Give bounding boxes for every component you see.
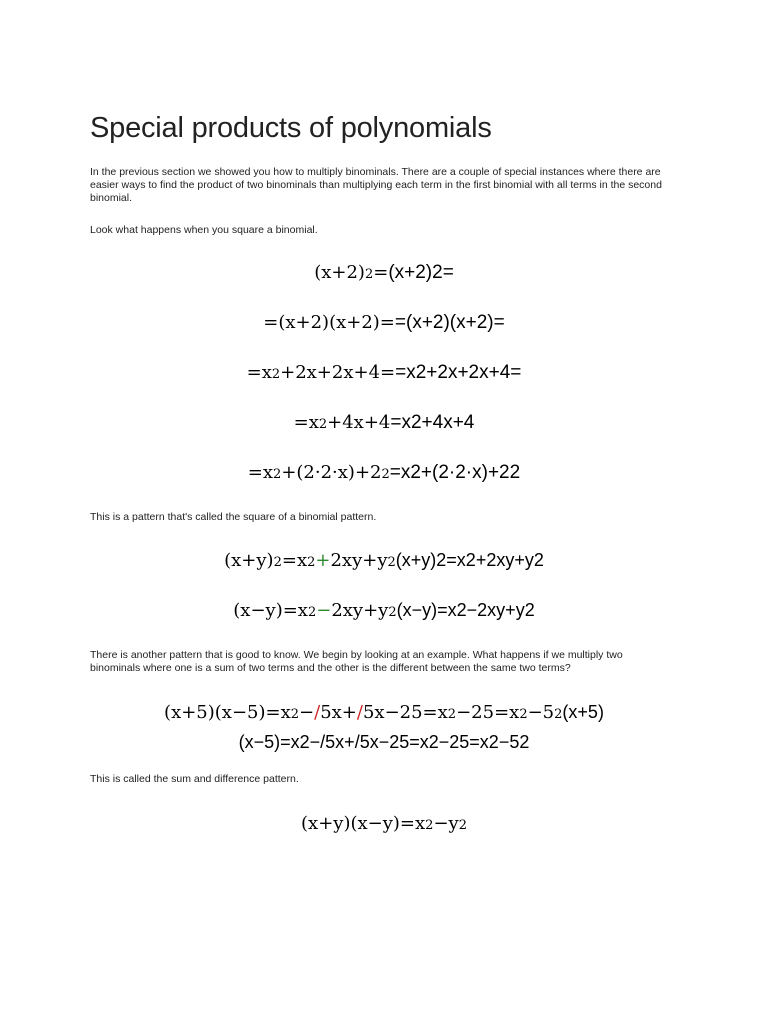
equation-square-binomial-4 bbox=[0, 412, 768, 434]
eq-exponent: 2 bbox=[273, 555, 282, 570]
eq-rendered-part: − bbox=[299, 702, 315, 723]
eq-rendered-part: =x bbox=[281, 550, 308, 571]
eq-rendered-part: = bbox=[373, 262, 389, 283]
eq-rendered-part: 2xy+y bbox=[330, 550, 388, 571]
eq-cancel-mark: / bbox=[356, 702, 363, 723]
equation-sum-difference-example bbox=[0, 702, 768, 723]
eq-rendered-part: (x+2) bbox=[314, 262, 365, 283]
equation-square-binomial-3 bbox=[0, 362, 768, 384]
eq-rendered-part: −y bbox=[433, 813, 459, 834]
eq-rendered-part: (x−y)=x bbox=[233, 600, 308, 621]
eq-colored-operator: − bbox=[316, 600, 332, 621]
page-title: Special products of polynomials bbox=[90, 112, 492, 144]
equation-square-binomial-1 bbox=[0, 262, 768, 284]
eq-exponent: 2 bbox=[447, 707, 457, 722]
eq-plain-text: =(x+2)(x+2)= bbox=[394, 312, 505, 333]
eq-rendered-part: +2x+2x+4= bbox=[280, 362, 396, 383]
eq-exponent: 2 bbox=[458, 818, 467, 833]
eq-colored-operator: + bbox=[315, 550, 331, 571]
eq-plain-text: =x2+(2·2·x)+22 bbox=[389, 462, 521, 483]
eq-exponent: 2 bbox=[307, 605, 317, 620]
eq-cancel-mark: / bbox=[314, 702, 321, 723]
eq-exponent: 2 bbox=[290, 707, 300, 722]
equation-square-difference-pattern bbox=[0, 600, 768, 621]
eq-rendered-part: 5x+ bbox=[320, 702, 357, 723]
eq-rendered-part: −25=x bbox=[456, 702, 520, 723]
eq-exponent: 2 bbox=[388, 605, 397, 620]
eq-plain-text: =x2+2x+2x+4= bbox=[395, 362, 522, 383]
eq-plain-text: (x+y)2=x2+2xy+y2 bbox=[395, 550, 544, 570]
sum-difference-paragraph: This is called the sum and difference pattern. bbox=[90, 773, 299, 785]
intro-paragraph: In the previous section we showed you how to multiply binominals. There are a couple of special instances where there are easier ways to find the product of two binominals than multiplying each term in the first binomial with all terms in the second binomial. bbox=[90, 166, 662, 204]
eq-plain-text: (x−y)=x2−2xy+y2 bbox=[396, 600, 535, 620]
eq-rendered-part: (x+5)(x−5)=x bbox=[164, 702, 291, 723]
eq-plain-text: (x+5) bbox=[562, 702, 604, 722]
eq-exponent: 2 bbox=[364, 267, 374, 282]
eq-rendered-part: =x bbox=[293, 412, 319, 433]
eq-exponent: 2 bbox=[554, 707, 563, 722]
eq-rendered-part: +4x+4 bbox=[327, 412, 391, 433]
eq-exponent: 2 bbox=[519, 707, 528, 722]
eq-exponent: 2 bbox=[307, 555, 316, 570]
eq-exponent: 2 bbox=[271, 367, 281, 382]
eq-rendered-part: (x+y) bbox=[224, 550, 274, 571]
eq-rendered-part: −5 bbox=[527, 702, 555, 723]
eq-exponent: 2 bbox=[381, 467, 390, 482]
equation-square-binomial-2 bbox=[0, 312, 768, 334]
eq-rendered-part: =x bbox=[247, 462, 274, 483]
equation-sum-difference-example-line2 bbox=[0, 732, 768, 753]
eq-rendered-part: (x+y)(x−y)=x bbox=[301, 813, 426, 834]
another-pattern-paragraph: There is another pattern that is good to know. We begin by looking at an example. What happens if we multiply two binominals where one is a sum of two terms and the other is the different between the same two terms? bbox=[90, 649, 623, 674]
equation-sum-difference-pattern bbox=[0, 813, 768, 834]
eq-rendered-part: 5x−25=x bbox=[362, 702, 448, 723]
eq-exponent: 2 bbox=[425, 818, 434, 833]
look-paragraph: Look what happens when you square a binomial. bbox=[90, 224, 318, 236]
eq-plain-text: (x+2)2= bbox=[388, 262, 454, 283]
eq-plain-text: =x2+4x+4 bbox=[390, 412, 475, 433]
eq-exponent: 2 bbox=[318, 417, 328, 432]
eq-exponent: 2 bbox=[387, 555, 396, 570]
pattern-paragraph: This is a pattern that's called the square of a binomial pattern. bbox=[90, 511, 377, 523]
eq-rendered-part: +(2·2·x)+2 bbox=[281, 462, 382, 483]
eq-exponent: 2 bbox=[273, 467, 282, 482]
eq-plain-text: (x−5)=x2−/5x+/5x−25=x2−25=x2−52 bbox=[238, 732, 530, 752]
equation-square-sum-pattern bbox=[0, 550, 768, 571]
eq-rendered-part: 2xy+y bbox=[331, 600, 389, 621]
eq-rendered-part: =(x+2)(x+2)= bbox=[263, 312, 395, 333]
eq-rendered-part: =x bbox=[246, 362, 272, 383]
equation-square-binomial-5 bbox=[0, 462, 768, 484]
